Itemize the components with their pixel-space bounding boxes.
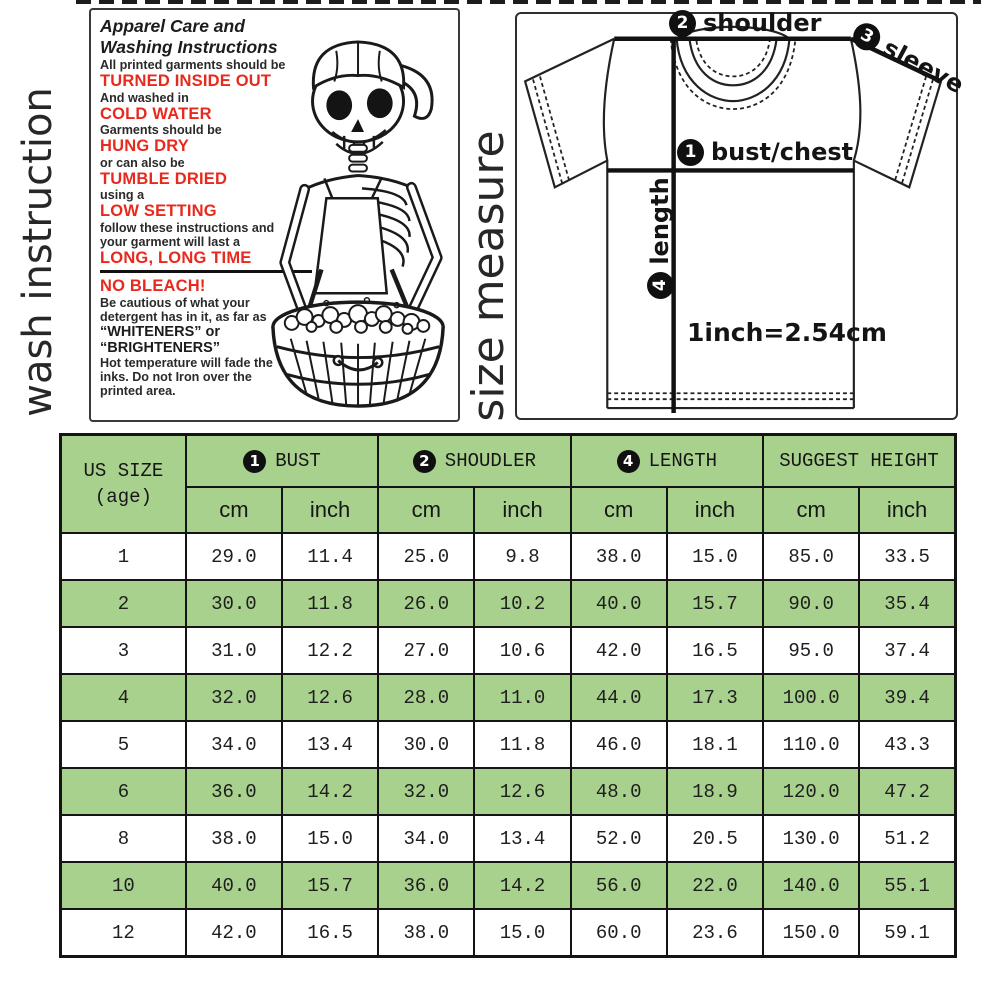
table-cell-value: 18.9 — [667, 768, 763, 815]
table-cell-value: 10.2 — [474, 580, 570, 627]
wash-line: printed area. — [100, 383, 176, 398]
table-unit-header: inch — [667, 487, 763, 533]
table-cell-value: 30.0 — [378, 721, 474, 768]
size-section-label: size measure — [463, 130, 514, 422]
skeleton-washing-illustration — [267, 30, 455, 416]
table-cell-value: 36.0 — [378, 862, 474, 909]
table-cell-value: 15.7 — [667, 580, 763, 627]
table-cell-size: 1 — [61, 533, 186, 580]
table-cell-value: 15.0 — [282, 815, 378, 862]
table-cell-value: 25.0 — [378, 533, 474, 580]
wash-line: inks. Do not Iron over the — [100, 369, 252, 384]
table-row — [61, 533, 956, 580]
table-row — [61, 909, 956, 957]
circled-1-icon: 1 — [243, 450, 266, 473]
table-cell-value: 34.0 — [186, 721, 282, 768]
table-row — [61, 768, 956, 815]
table-cell-value: 16.5 — [667, 627, 763, 674]
table-row — [61, 580, 956, 627]
table-cell-value: 10.6 — [474, 627, 570, 674]
table-cell-value: 140.0 — [763, 862, 859, 909]
table-group-header: 4 LENGTH — [571, 435, 763, 488]
table-cell-value: 31.0 — [186, 627, 282, 674]
circled-4-icon: 4 — [617, 450, 640, 473]
table-cell-value: 12.6 — [282, 674, 378, 721]
length-measure-label — [645, 158, 675, 318]
circled-4-icon: 4 — [647, 272, 674, 299]
sleeve-measure-text: sleeve — [878, 33, 969, 100]
table-unit-header: cm — [378, 487, 474, 533]
table-cell-value: 12.6 — [474, 768, 570, 815]
table-unit-header: inch — [859, 487, 955, 533]
table-group-header: SUGGEST HEIGHT — [763, 435, 955, 488]
circled-2-icon: 2 — [413, 450, 436, 473]
table-cell-value: 55.1 — [859, 862, 955, 909]
table-cell-value: 15.0 — [667, 533, 763, 580]
table-cell-value: 44.0 — [571, 674, 667, 721]
table-cell-value: 26.0 — [378, 580, 474, 627]
table-cell-value: 12.2 — [282, 627, 378, 674]
table-cell-value: 110.0 — [763, 721, 859, 768]
table-cell-value: 90.0 — [763, 580, 859, 627]
table-cell-value: 38.0 — [571, 533, 667, 580]
table-cell-value: 40.0 — [571, 580, 667, 627]
table-cell-value: 34.0 — [378, 815, 474, 862]
bust-measure-text: bust/chest — [711, 138, 854, 166]
table-cell-value: 48.0 — [571, 768, 667, 815]
table-cell-value: 35.4 — [859, 580, 955, 627]
table-cell-value: 47.2 — [859, 768, 955, 815]
circled-3-icon: 3 — [849, 18, 886, 55]
table-cell-value: 15.0 — [474, 909, 570, 957]
table-cell-size: 3 — [61, 627, 186, 674]
table-cell-value: 43.3 — [859, 721, 955, 768]
table-cell-value: 37.4 — [859, 627, 955, 674]
table-cell-value: 38.0 — [186, 815, 282, 862]
tshirt-diagram — [517, 14, 956, 418]
table-cell-value: 32.0 — [378, 768, 474, 815]
table-cell-value: 39.4 — [859, 674, 955, 721]
table-cell-value: 11.4 — [282, 533, 378, 580]
inch-conversion-note: 1inch=2.54cm — [687, 318, 887, 347]
wash-instructions-panel — [89, 8, 460, 422]
table-cell-value: 38.0 — [378, 909, 474, 957]
wash-line: using a — [100, 188, 145, 202]
wash-line: Washing Instructions — [100, 37, 278, 57]
table-cell-value: 100.0 — [763, 674, 859, 721]
table-cell-value: 120.0 — [763, 768, 859, 815]
table-cell-size: 12 — [61, 909, 186, 957]
shoulder-measure-text: shoulder — [703, 9, 822, 37]
table-unit-header: cm — [763, 487, 859, 533]
table-cell-value: 32.0 — [186, 674, 282, 721]
table-cell-value: 28.0 — [378, 674, 474, 721]
wash-line: or can also be — [100, 155, 185, 170]
table-cell-value: 51.2 — [859, 815, 955, 862]
table-cell-value: 40.0 — [186, 862, 282, 909]
wash-line: detergent has in it, as far as — [100, 309, 267, 324]
table-cell-size: 10 — [61, 862, 186, 909]
table-cell-value: 14.2 — [282, 768, 378, 815]
table-cell-value: 130.0 — [763, 815, 859, 862]
wash-line: All printed garments should be — [100, 58, 286, 72]
wash-section-label: wash instruction — [15, 87, 61, 417]
table-cell-value: 36.0 — [186, 768, 282, 815]
table-cell-value: 52.0 — [571, 815, 667, 862]
table-unit-header: inch — [474, 487, 570, 533]
table-cell-value: 11.8 — [474, 721, 570, 768]
wash-line: COLD WATER — [100, 104, 212, 123]
table-cell-value: 11.0 — [474, 674, 570, 721]
wash-line: TUMBLE DRIED — [100, 169, 228, 188]
length-measure-text: length — [646, 177, 674, 265]
wash-line: Be cautious of what your — [100, 295, 250, 310]
table-cell-value: 15.7 — [282, 862, 378, 909]
wash-line: follow these instructions and — [100, 220, 275, 235]
table-cell-value: 42.0 — [186, 909, 282, 957]
wash-line: your garment will last a — [100, 234, 240, 249]
table-cell-value: 22.0 — [667, 862, 763, 909]
table-cell-size: 8 — [61, 815, 186, 862]
table-cell-value: 27.0 — [378, 627, 474, 674]
table-cell-value: 13.4 — [474, 815, 570, 862]
wash-line: NO BLEACH! — [100, 277, 206, 295]
table-unit-header: cm — [186, 487, 282, 533]
table-header-us-size: US SIZE (age) — [61, 435, 186, 534]
table-cell-size: 6 — [61, 768, 186, 815]
table-cell-value: 23.6 — [667, 909, 763, 957]
table-row — [61, 862, 956, 909]
table-group-header: 2 SHOUDLER — [378, 435, 570, 488]
size-measure-panel — [515, 9, 969, 420]
table-row — [61, 815, 956, 862]
table-cell-value: 16.5 — [282, 909, 378, 957]
shoulder-measure-label — [669, 9, 821, 37]
table-cell-value: 30.0 — [186, 580, 282, 627]
cropped-edge-dashes — [76, 0, 981, 4]
wash-line: TURNED INSIDE OUT — [100, 72, 272, 90]
table-cell-value: 9.8 — [474, 533, 570, 580]
table-cell-value: 18.1 — [667, 721, 763, 768]
wash-line: HUNG DRY — [100, 137, 189, 155]
table-unit-header: inch — [282, 487, 378, 533]
wash-line: LONG, LONG TIME — [100, 248, 252, 267]
wash-line: And washed in — [100, 90, 189, 105]
table-cell-value: 56.0 — [571, 862, 667, 909]
wash-line: LOW SETTING — [100, 202, 217, 220]
table-cell-value: 42.0 — [571, 627, 667, 674]
table-cell-value: 85.0 — [763, 533, 859, 580]
table-row — [61, 721, 956, 768]
table-unit-header: cm — [571, 487, 667, 533]
size-chart-table — [59, 433, 957, 958]
wash-line: “BRIGHTENERS” — [100, 339, 221, 356]
table-cell-value: 46.0 — [571, 721, 667, 768]
table-cell-value: 150.0 — [763, 909, 859, 957]
table-cell-value: 14.2 — [474, 862, 570, 909]
table-cell-size: 4 — [61, 674, 186, 721]
table-row — [61, 627, 956, 674]
wash-line: Garments should be — [100, 123, 222, 137]
table-cell-value: 33.5 — [859, 533, 955, 580]
table-row — [61, 674, 956, 721]
table-cell-value: 11.8 — [282, 580, 378, 627]
table-cell-value: 29.0 — [186, 533, 282, 580]
circled-2-icon: 2 — [669, 10, 696, 37]
table-cell-value: 17.3 — [667, 674, 763, 721]
circled-1-icon: 1 — [677, 139, 704, 166]
wash-line: Apparel Care and — [100, 16, 245, 36]
wash-line: “WHITENERS” or — [100, 323, 221, 340]
table-cell-value: 59.1 — [859, 909, 955, 957]
table-cell-value: 60.0 — [571, 909, 667, 957]
table-cell-value: 20.5 — [667, 815, 763, 862]
table-group-header: 1 BUST — [186, 435, 378, 488]
wash-line: Hot temperature will fade the — [100, 355, 273, 370]
table-cell-value: 95.0 — [763, 627, 859, 674]
table-cell-value: 13.4 — [282, 721, 378, 768]
bust-measure-label — [677, 138, 853, 166]
table-cell-size: 2 — [61, 580, 186, 627]
table-cell-size: 5 — [61, 721, 186, 768]
